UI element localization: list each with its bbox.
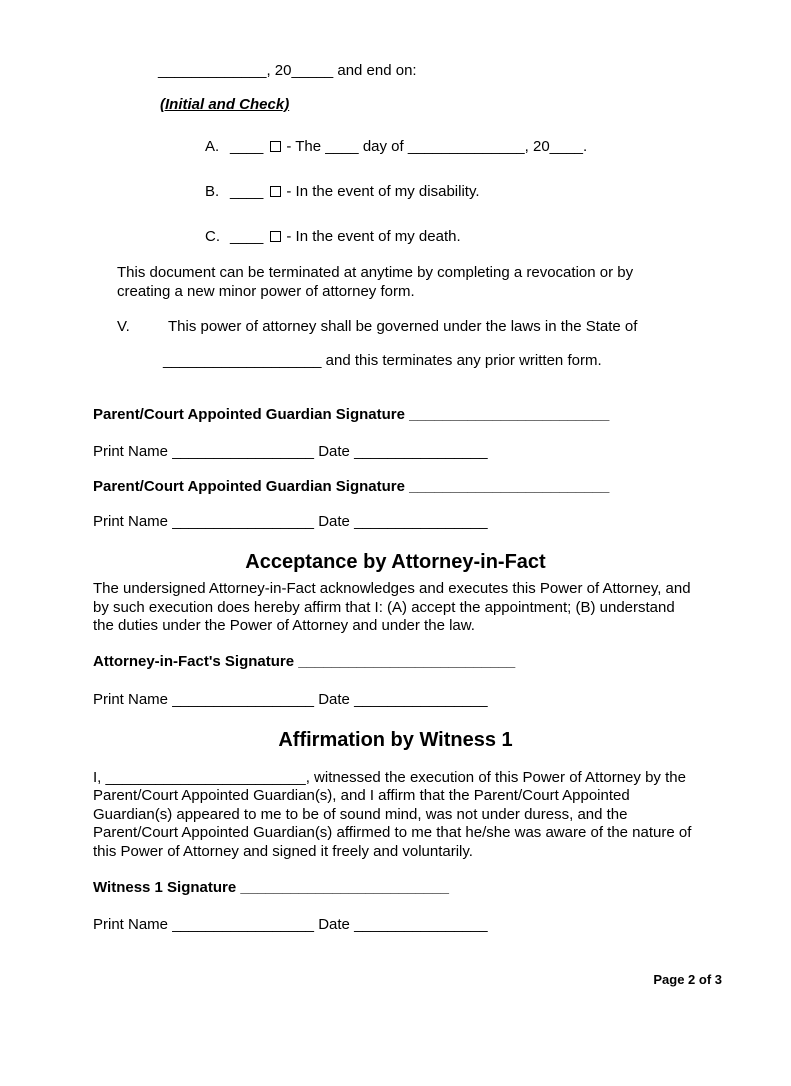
initial-and-check-instruction: (Initial and Check) [160, 96, 290, 113]
print-name-blank: _________________ [172, 916, 315, 933]
end-date-line: _____________, 20_____ and end on: [158, 62, 417, 79]
signature-blank: __________________________ [298, 652, 516, 670]
print-name-label: Print Name [93, 443, 169, 460]
print-name-blank: _________________ [172, 513, 315, 530]
option-letter: A. [205, 138, 220, 155]
initials-blank: ____ [230, 228, 264, 245]
termination-option-a [205, 138, 791, 156]
option-letter: B. [205, 183, 220, 200]
signature-label: Parent/Court Appointed Guardian Signature [93, 406, 405, 423]
termination-option-b [205, 183, 791, 201]
signature-label: Witness 1 Signature [93, 879, 237, 896]
state-blank-line: ___________________ and this terminates any prior written form. [163, 352, 602, 369]
clause-text: This power of attorney shall be governed under the laws in the State of [168, 318, 638, 335]
acceptance-heading: Acceptance by Attorney-in-Fact [245, 551, 546, 573]
acceptance-paragraph: The undersigned Attorney-in-Fact acknowledges and executes this Power of Attorney, and by such execution does hereby affirm that I: (A) accept the appointment; (B) understand the duties under the Power of Attorney and under the law. [93, 580, 691, 634]
checkbox-icon[interactable] [270, 186, 281, 197]
clause-numeral: V. [117, 318, 130, 335]
date-label: Date [318, 690, 350, 708]
guardian-signature-line-2 [93, 478, 791, 496]
option-text: - The ____ day of ______________, 20____. [286, 138, 588, 155]
document-page [0, 62, 791, 1086]
clause-v [117, 318, 791, 336]
option-text: - In the event of my disability. [286, 183, 480, 200]
signature-blank: ________________________ [409, 478, 610, 495]
witness1-paragraph: I, ________________________, witnessed the execution of this Power of Attorney by the Parent/Court Appointed Guardian(s), and I affirm that the Parent/Court Appointed Guardian(s) appeared to me to be of sound mind, was not under duress, and the Parent/Court Appointed Guardian(s) affirmed to me that he/she was aware of the nature of this Power of Attorney and signed it freely and voluntarily. [93, 768, 692, 860]
initials-blank: ____ [230, 138, 264, 155]
initials-blank: ____ [230, 183, 264, 200]
signature-label: Attorney-in-Fact's Signature [93, 652, 295, 670]
date-label: Date [318, 916, 350, 933]
print-name-label: Print Name [93, 690, 169, 708]
print-name-date-line [93, 513, 791, 531]
signature-label: Parent/Court Appointed Guardian Signature [93, 478, 405, 495]
witness1-signature-line [93, 879, 791, 897]
date-blank: ________________ [354, 443, 488, 460]
checkbox-icon[interactable] [270, 141, 281, 152]
signature-blank: _________________________ [240, 879, 449, 896]
checkbox-icon[interactable] [270, 231, 281, 242]
print-name-label: Print Name [93, 513, 169, 530]
witness1-heading: Affirmation by Witness 1 [278, 728, 513, 751]
guardian-signature-line-1 [93, 406, 791, 424]
termination-option-c [205, 228, 791, 246]
print-name-blank: _________________ [172, 690, 315, 708]
termination-paragraph: This document can be terminated at anytime by completing a revocation or by creating a new minor power of attorney form. [117, 264, 634, 300]
print-name-blank: _________________ [172, 443, 315, 460]
date-blank: ________________ [354, 513, 488, 530]
attorney-in-fact-signature-line [93, 653, 791, 671]
page-indicator: Page 2 of 3 [653, 972, 722, 987]
signature-blank: ________________________ [409, 406, 610, 423]
date-blank: ________________ [354, 916, 488, 933]
print-name-date-line [93, 443, 791, 461]
print-name-date-line [93, 691, 791, 709]
date-label: Date [318, 443, 350, 460]
print-name-label: Print Name [93, 916, 169, 933]
date-label: Date [318, 513, 350, 530]
date-blank: ________________ [354, 690, 488, 708]
option-text: - In the event of my death. [286, 228, 461, 245]
print-name-date-line [93, 916, 791, 934]
option-letter: C. [205, 228, 220, 245]
